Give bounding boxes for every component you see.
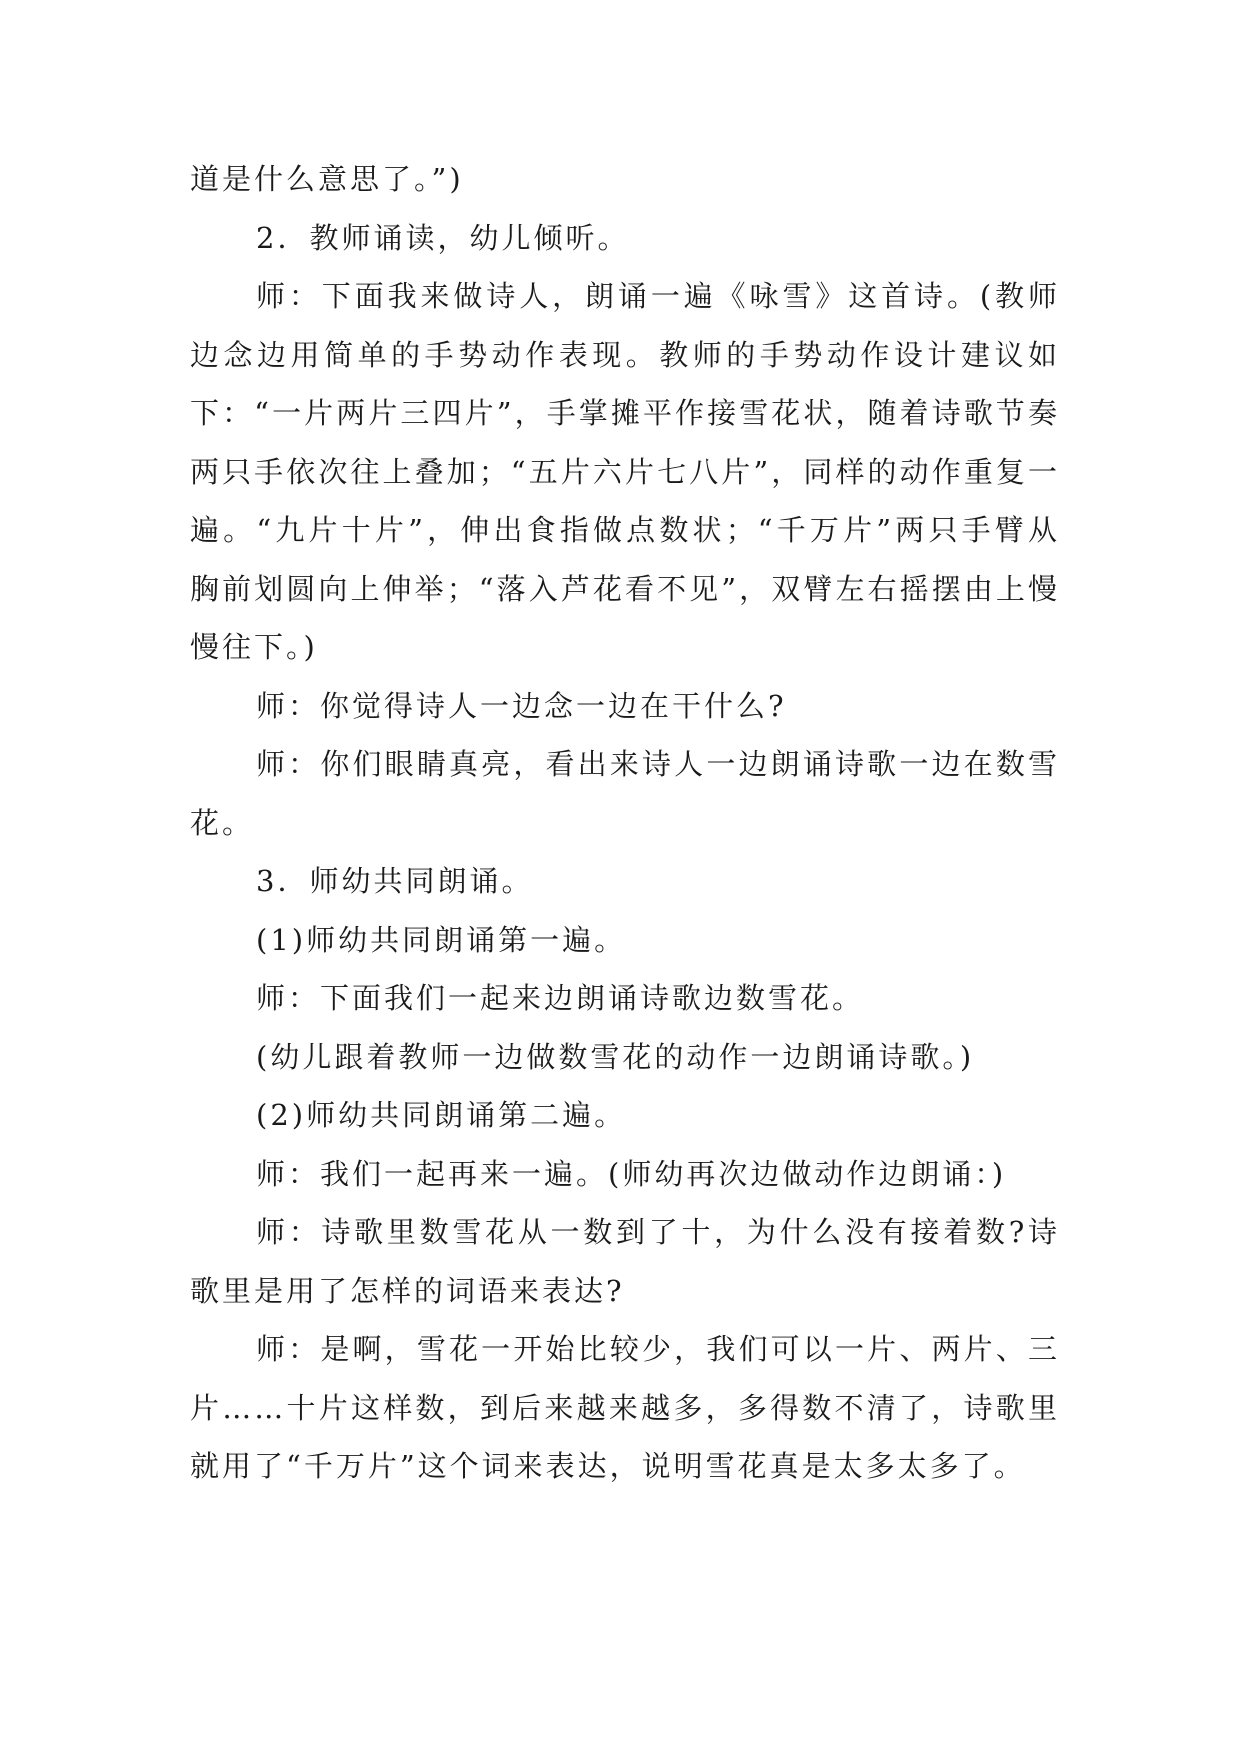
paragraph-step-3-heading: 3．师幼共同朗诵。	[256, 864, 534, 898]
paragraph-step-2-heading: 2．教师诵读，幼儿倾听。	[256, 220, 630, 255]
paragraph-teacher-recite: 师：下面我来做诗人，朗诵一遍《咏雪》这首诗。(教师边念边用简单的手势动作表现。教师的手势动作设计建议如下：“一片两片三四片”，手掌摊平作接雪花状，随着诗歌节奏两只手依次往上叠加；“五片六片七八片”，同样的动作重复一遍。“九片十片”，伸出食指做点数状；“千万片”两只手臂从胸前划圆向上伸举；“落入芦花看不见”，双臂左右摇摆由上慢慢往下。)	[190, 279, 1060, 664]
paragraph-teacher-again: 师：我们一起再来一遍。(师幼再次边做动作边朗诵：)	[256, 1156, 1007, 1191]
paragraph-continuation: 道是什么意思了。”)	[190, 162, 464, 196]
paragraph-teacher-praise: 师：你们眼睛真亮，看出来诗人一边朗诵诗歌一边在数雪花。	[190, 747, 1060, 840]
paragraph-teacher-why: 师：诗歌里数雪花从一数到了十，为什么没有接着数?诗歌里是用了怎样的词语来表达?	[190, 1215, 1060, 1308]
paragraph-teacher-instruction: 师：下面我们一起来边朗诵诗歌边数雪花。	[256, 981, 865, 1015]
paragraph-children-action: (幼儿跟着教师一边做数雪花的动作一边朗诵诗歌。)	[256, 1039, 975, 1074]
paragraph-substep-1: (1)师幼共同朗诵第一遍。	[256, 922, 627, 957]
paragraph-teacher-explain: 师：是啊，雪花一开始比较少，我们可以一片、两片、三片……十片这样数，到后来越来越多，多得数不清了，诗歌里就用了“千万片”这个词来表达，说明雪花真是太多太多了。	[190, 1332, 1060, 1483]
paragraph-substep-2: (2)师幼共同朗诵第二遍。	[256, 1098, 627, 1132]
document-body	[190, 150, 1060, 1496]
paragraph-teacher-question: 师：你觉得诗人一边念一边在干什么?	[256, 688, 787, 723]
